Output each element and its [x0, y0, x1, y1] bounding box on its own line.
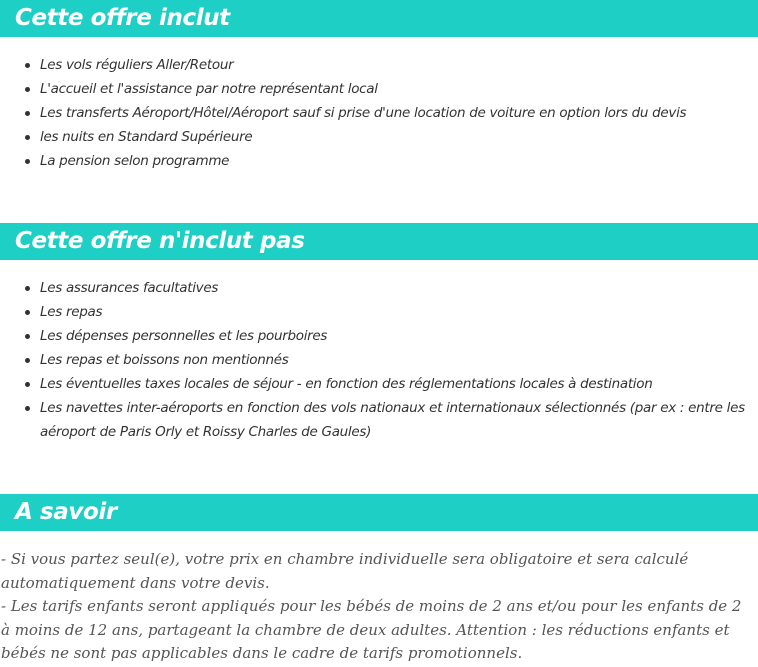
list-item: Les vols réguliers Aller/Retour	[40, 53, 758, 77]
included-list	[0, 53, 758, 173]
list-item: les nuits en Standard Supérieure	[40, 125, 758, 149]
savoir-paragraph: - Les tarifs enfants seront appliqués pour les bébés de moins de 2 ans et/ou pour les enfants de 2 à moins de 12 ans, partageant la chambre de deux adultes. Attention : les réductions enfants et bébés ne sont pas applicables dans le cadre de tarifs promotionnels.	[1, 597, 742, 662]
excluded-list	[0, 276, 758, 444]
included-section-title: Cette offre inclut	[0, 0, 758, 37]
list-item: Les dépenses personnelles et les pourboires	[40, 324, 758, 348]
list-item: Les transferts Aéroport/Hôtel/Aéroport sauf si prise d'une location de voiture en option lors du devis	[40, 101, 758, 125]
savoir-text	[1, 548, 751, 666]
list-item: La pension selon programme	[40, 149, 758, 173]
savoir-section-title: A savoir	[0, 494, 758, 531]
list-item: L'accueil et l'assistance par notre représentant local	[40, 77, 758, 101]
excluded-section-title: Cette offre n'inclut pas	[0, 223, 758, 260]
list-item: Les repas	[40, 300, 758, 324]
list-item: Les assurances facultatives	[40, 276, 758, 300]
list-item: Les éventuelles taxes locales de séjour - en fonction des réglementations locales à destination	[40, 372, 758, 396]
list-item: Les navettes inter-aéroports en fonction des vols nationaux et internationaux sélectionnés (par ex : entre les aéroport de Paris Orly et Roissy Charles de Gaules)	[40, 396, 758, 444]
list-item: Les repas et boissons non mentionnés	[40, 348, 758, 372]
savoir-paragraph: - Si vous partez seul(e), votre prix en chambre individuelle sera obligatoire et sera calculé automatiquement dans votre devis.	[1, 550, 689, 592]
